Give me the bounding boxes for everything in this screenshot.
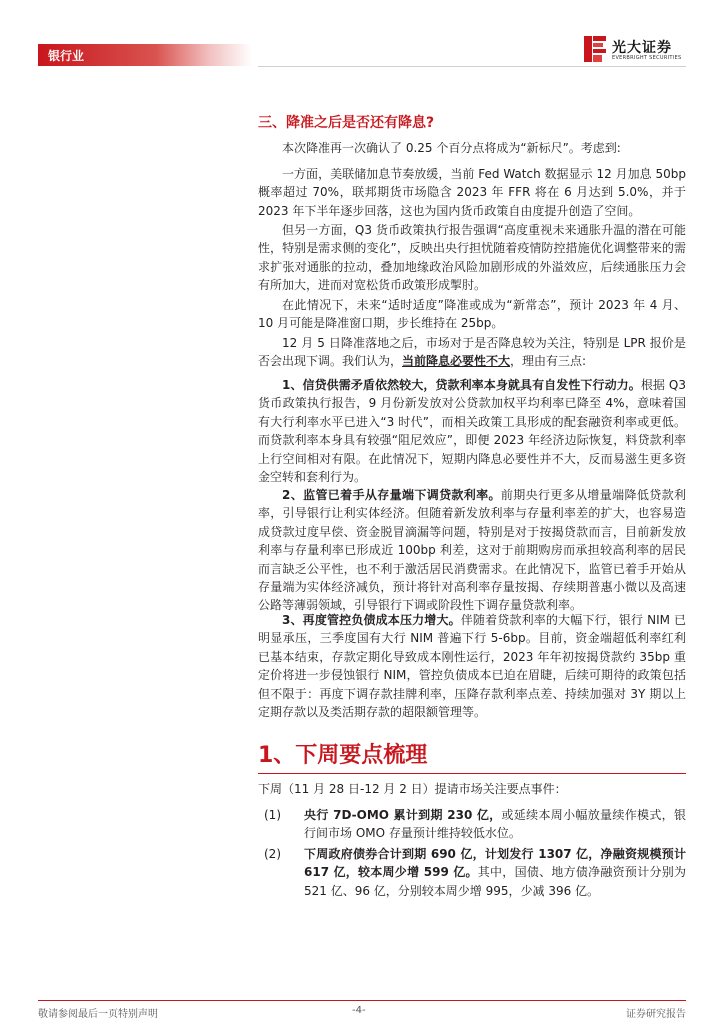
logo-name: 光大证券: [612, 40, 672, 56]
rate-cut-text-a: 12 月 5 日降准落地之后，市场对于是否降息较为关注，特别是 LPR 报价是否会出现下调。我们认为，: [258, 336, 686, 369]
paragraph-rrr-outlook: 在此情况下，未来“适时适度”降准或成为“新常态”，预计 2023 年 4 月、10 月可能是降准窗口期，步长维持在 25bp。: [258, 298, 686, 331]
list-item-text: 其中，国债、地方债净融资预计分别为 521 亿、96 亿，分别较本周少增 995，少减 396 亿。: [304, 865, 686, 898]
page-number: -4-: [352, 1005, 366, 1016]
sector-tag-label: 银行业: [48, 49, 85, 63]
page-header: [0, 0, 724, 68]
header-divider: [258, 66, 686, 67]
reason-3-heading: 3、再度管控负债成本压力增大。: [282, 613, 461, 627]
list-item-number: (1): [264, 808, 281, 822]
logo-mark-icon: [582, 34, 608, 64]
reason-1-heading: 1、信贷供需矛盾依然较大，贷款利率本身就具有自发性下行动力。: [282, 378, 641, 392]
footer-disclaimer: 敬请参阅最后一页特别声明: [38, 1009, 158, 1020]
list-item: [304, 806, 686, 843]
sector-tag: [38, 44, 252, 66]
footer-report-type: 证券研究报告: [626, 1009, 686, 1020]
reason-2-text: 前期央行更多从增量端降低贷款利率，引导银行让利实体经济。但随着新发放利率与存量利率差的扩大，也容易造成贷款过度早偿、资金脱冒滴漏等问题，特别是对于按揭贷款而言，目前新发放利率与存量利率已形成近 100bp 利差，这对于前期购房而承担较高利率的居民而言缺乏公平性，也不利于激活居民消费需求。在此情况下，监管已着手开始从存量端为实体经济减负，预计将针对高利率存量按揭、存续期普惠小微以及高速公路等薄弱领域，引导银行下调或阶段性下调存量贷款利率。: [258, 488, 686, 613]
chapter-intro: 下周（11 月 28 日-12 月 2 日）提请市场关注要点事件：: [258, 782, 567, 796]
reason-1-text: 根据 Q3 货币政策执行报告，9 月份新发放对公贷款加权平均利率已降至 4%，意味着国有大行利率水平已进入“3 时代”，而相关政策工具形成的配套融资利率或更低。而贷款利率本身具有较强“阻尼效应”，即便 2023 年经济边际恢复，料贷款利率上行空间相对有限。在此情况下，短期内降息必要性并不大，反而易滋生更多资金空转和套利行为。: [258, 378, 686, 485]
list-item-text: 或延续本周小幅放量续作模式，银行间市场 OMO 存量预计维持较低水位。: [304, 808, 686, 841]
reason-2: [258, 486, 686, 615]
reason-1: [258, 376, 686, 486]
company-logo: [582, 34, 692, 64]
rate-cut-text-b: ，理由有三点:: [510, 354, 587, 369]
reason-2-heading: 2、监管已着手从存量端下调贷款利率。: [282, 488, 501, 502]
chapter-heading: 1、下周要点梳理: [258, 743, 428, 768]
list-item-heading: 央行 7D-OMO 累计到期 230 亿，: [304, 808, 502, 822]
paragraph-fed: 一方面，美联储加息节奏放缓，当前 Fed Watch 数据显示 12 月加息 50bp 概率超过 70%，联邦期货市场隐含 2023 年 FFR 将在 6 月达到 5.0%，并于 2023 年下半年逐步回落，这也为国内货币政策自由度提升创造了空间。: [258, 167, 686, 218]
logo-subtitle: EVERBRIGHT SECURITIES: [612, 55, 682, 61]
paragraph-intro: 本次降准再一次确认了 0.25 个百分点将成为“新标尺”。考虑到:: [282, 141, 621, 155]
paragraph-inflation: 但另一方面，Q3 货币政策执行报告强调“高度重视未来通胀升温的潜在可能性，特别是需求侧的变化”，反映出央行担忧随着疫情防控措施优化调整带来的需求扩张对通胀的拉动，叠加地缘政治风险加剧形成的外溢效应，后续通胀压力会有所加大，进而对宽松货币政策形成掣肘。: [258, 223, 686, 293]
list-item-heading: 下周政府债券合计到期 690 亿，计划发行 1307 亿，净融资规模预计 617 亿，较本周少增 599 亿。: [304, 847, 686, 880]
reason-3-text: 伴随着贷款利率的大幅下行，银行 NIM 已明显承压，三季度国有大行 NIM 普遍下行 5-6bp。目前，资金端超低利率红利已基本结束，存款定期化导致成本刚性运行，2023 年年初按揭贷款约 35bp 重定价将进一步侵蚀银行 NIM，管控负债成本已迫在眉睫，后续可期待的政策包括但不限于：再度下调存款挂牌利率，压降存款利率点差、持续加强对 3Y 期以上定期存款以及类活期存款的超限额管理等。: [258, 613, 686, 720]
list-item-number: (2): [264, 847, 281, 861]
list-item: [304, 845, 686, 900]
reason-3: [258, 611, 686, 721]
footer-divider: [38, 1000, 686, 1001]
rate-cut-key-view: 当前降息必要性不大: [402, 354, 511, 369]
section-title: 三、降准之后是否还有降息?: [258, 115, 435, 131]
paragraph-rate-cut: [258, 334, 686, 371]
chapter-heading-underline: [258, 773, 686, 774]
